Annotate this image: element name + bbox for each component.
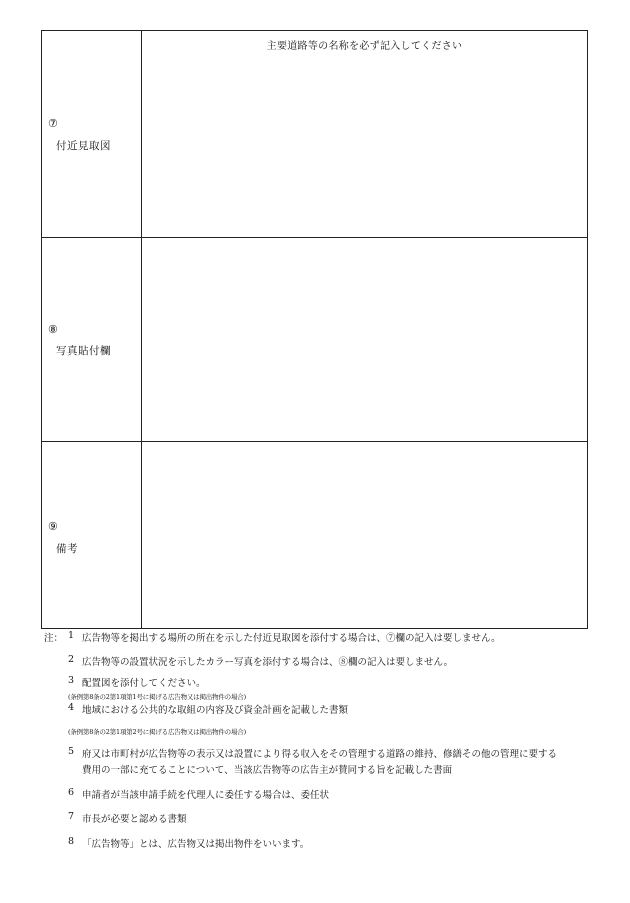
note-number: 8 (68, 836, 75, 847)
section-7-content[interactable] (142, 31, 587, 237)
note-5-condition: (条例第8条の2第1項第2号に掲げる広告物又は掲出物件の場合) (68, 728, 246, 736)
section-7-row (42, 31, 587, 237)
note-text: 申請者が当該申請手続を代理人に委任する場合は、委任状 (82, 790, 330, 801)
note-number: 2 (68, 654, 75, 665)
section-8-label: 写真貼付欄 (56, 345, 111, 357)
section-8-label-cell (42, 238, 142, 441)
note-number: 7 (68, 811, 75, 822)
note-text: 府又は市町村が広告物等の表示又は設置により得る収入をその管理する道路の維持、修繕その他の管理に要する (82, 749, 558, 760)
section-7-instruction: 主要道路等の名称を必ず記入してください (266, 41, 463, 52)
section-8-row (42, 237, 587, 441)
note-number: 3 (68, 675, 75, 686)
section-8-number: ⑧ (48, 323, 58, 336)
section-9-content[interactable] (142, 442, 587, 628)
note-text: 広告物等の設置状況を示したカラー写真を添付する場合は、⑧欄の記入は要しません。 (82, 657, 454, 668)
note-number: 5 (68, 746, 75, 757)
note-text: 配置図を添付してください。 (82, 678, 206, 689)
section-7-label: 付近見取図 (56, 140, 111, 152)
section-7-number: ⑦ (48, 117, 58, 130)
notes-prefix: 注： (44, 633, 64, 644)
note-text: 広告物等を掲出する場所の所在を示した付近見取図を添付する場合は、⑦欄の記入は要しません。 (82, 633, 501, 644)
note-number: 4 (68, 702, 75, 713)
note-number: 6 (68, 787, 75, 798)
note-text: 市長が必要と認める書類 (82, 814, 187, 825)
section-7-label-cell (42, 31, 142, 237)
section-8-content[interactable] (142, 238, 587, 441)
section-9-label-cell (42, 442, 142, 628)
note-text-continued: 費用の一部に充てることについて、当該広告物等の広告主が賛同する旨を記載した書面 (82, 765, 453, 776)
note-number: 1 (68, 630, 75, 641)
note-4-condition: (条例第8条の2第1項第1号に掲げる広告物又は掲出物件の場合) (68, 693, 246, 701)
section-9-row (42, 441, 587, 628)
note-text: 地域における公共的な取組の内容及び資金計画を記載した書類 (82, 705, 349, 716)
note-text: 「広告物等」とは、広告物又は掲出物件をいいます。 (82, 839, 310, 850)
form-table (41, 30, 588, 629)
section-9-label: 備考 (56, 543, 78, 555)
section-9-number: ⑨ (48, 520, 58, 533)
